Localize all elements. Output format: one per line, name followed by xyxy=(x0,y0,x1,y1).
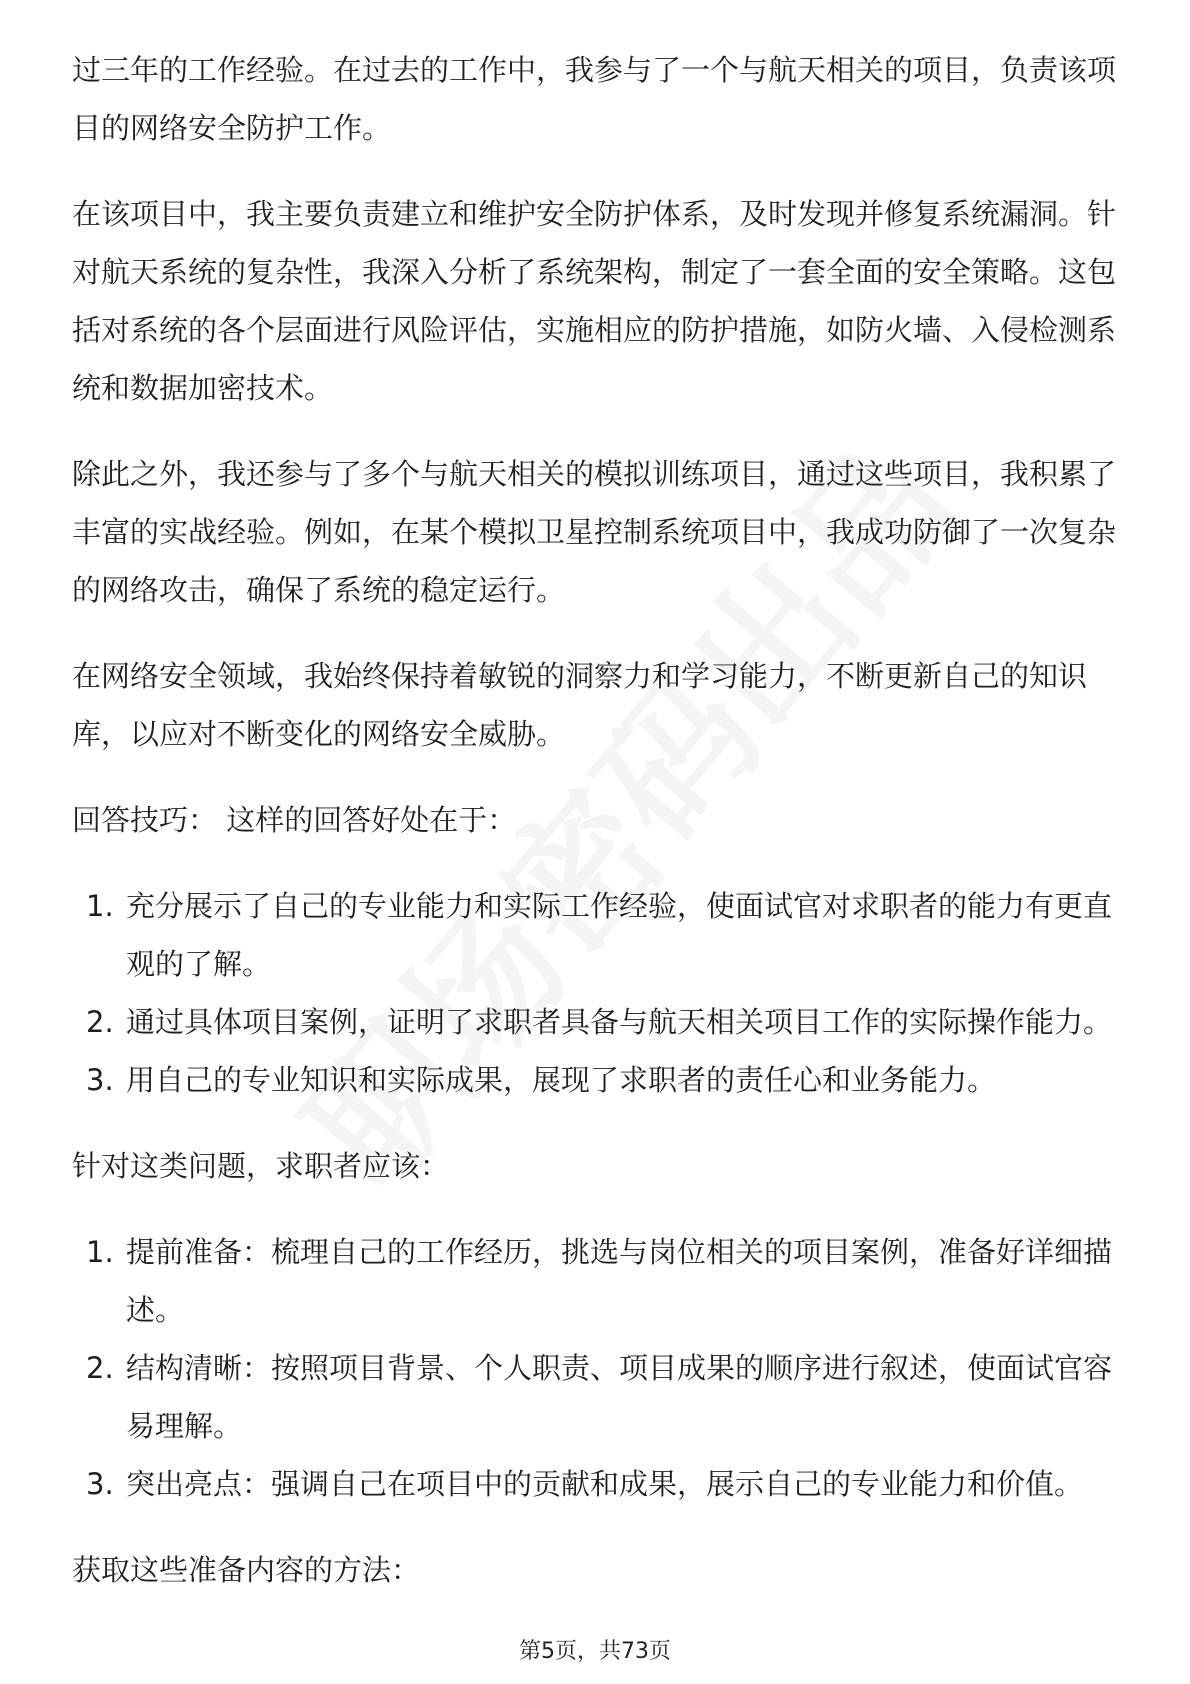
advice-list xyxy=(72,1223,1117,1513)
list-number: 3. xyxy=(86,1063,114,1097)
list-number: 2. xyxy=(86,1005,114,1039)
list-item xyxy=(72,1223,1117,1339)
list-text: 用自己的专业知识和实际成果，展现了求职者的责任心和业务能力。 xyxy=(126,1063,997,1097)
page-number: 第5页，共73页 xyxy=(519,1639,671,1664)
list-text: 充分展示了自己的专业能力和实际工作经验，使面试官对求职者的能力有更直观的了解。 xyxy=(126,889,1113,981)
paragraph: 过三年的工作经验。在过去的工作中，我参与了一个与航天相关的项目，负责该项目的网络安全防护工作。 xyxy=(72,53,1117,145)
list-number: 3. xyxy=(86,1467,114,1501)
paragraph: 在该项目中，我主要负责建立和维护安全防护体系，及时发现并修复系统漏洞。针对航天系统的复杂性，我深入分析了系统架构，制定了一套全面的安全策略。这包括对系统的各个层面进行风险评估，实施相应的防护措施，如防火墙、入侵检测系统和数据加密技术。 xyxy=(72,197,1117,405)
list-item xyxy=(72,1051,1117,1109)
list-item xyxy=(72,993,1117,1051)
list-number: 1. xyxy=(86,889,114,923)
methods-heading: 获取这些准备内容的方法： xyxy=(72,1553,421,1587)
list-item xyxy=(72,1455,1117,1513)
list-number: 2. xyxy=(86,1351,114,1385)
list-text: 结构清晰：按照项目背景、个人职责、项目成果的顺序进行叙述，使面试官容易理解。 xyxy=(126,1351,1113,1443)
tips-heading: 回答技巧： 这样的回答好处在于： xyxy=(72,803,517,837)
list-text: 通过具体项目案例，证明了求职者具备与航天相关项目工作的实际操作能力。 xyxy=(126,1005,1113,1039)
list-item xyxy=(72,1339,1117,1455)
list-text: 提前准备：梳理自己的工作经历，挑选与岗位相关的项目案例，准备好详细描述。 xyxy=(126,1235,1113,1327)
list-number: 1. xyxy=(86,1235,114,1269)
paragraph: 在网络安全领域，我始终保持着敏锐的洞察力和学习能力，不断更新自己的知识库，以应对不断变化的网络安全威胁。 xyxy=(72,659,1088,751)
list-text: 突出亮点：强调自己在项目中的贡献和成果，展示自己的专业能力和价值。 xyxy=(126,1467,1084,1501)
document-body xyxy=(72,41,1117,1627)
advice-heading: 针对这类问题，求职者应该： xyxy=(72,1149,450,1183)
tips-list xyxy=(72,877,1117,1109)
list-item xyxy=(72,877,1117,993)
paragraph: 除此之外，我还参与了多个与航天相关的模拟训练项目，通过这些项目，我积累了丰富的实战经验。例如，在某个模拟卫星控制系统项目中，我成功防御了一次复杂的网络攻击，确保了系统的稳定运行。 xyxy=(72,457,1117,607)
